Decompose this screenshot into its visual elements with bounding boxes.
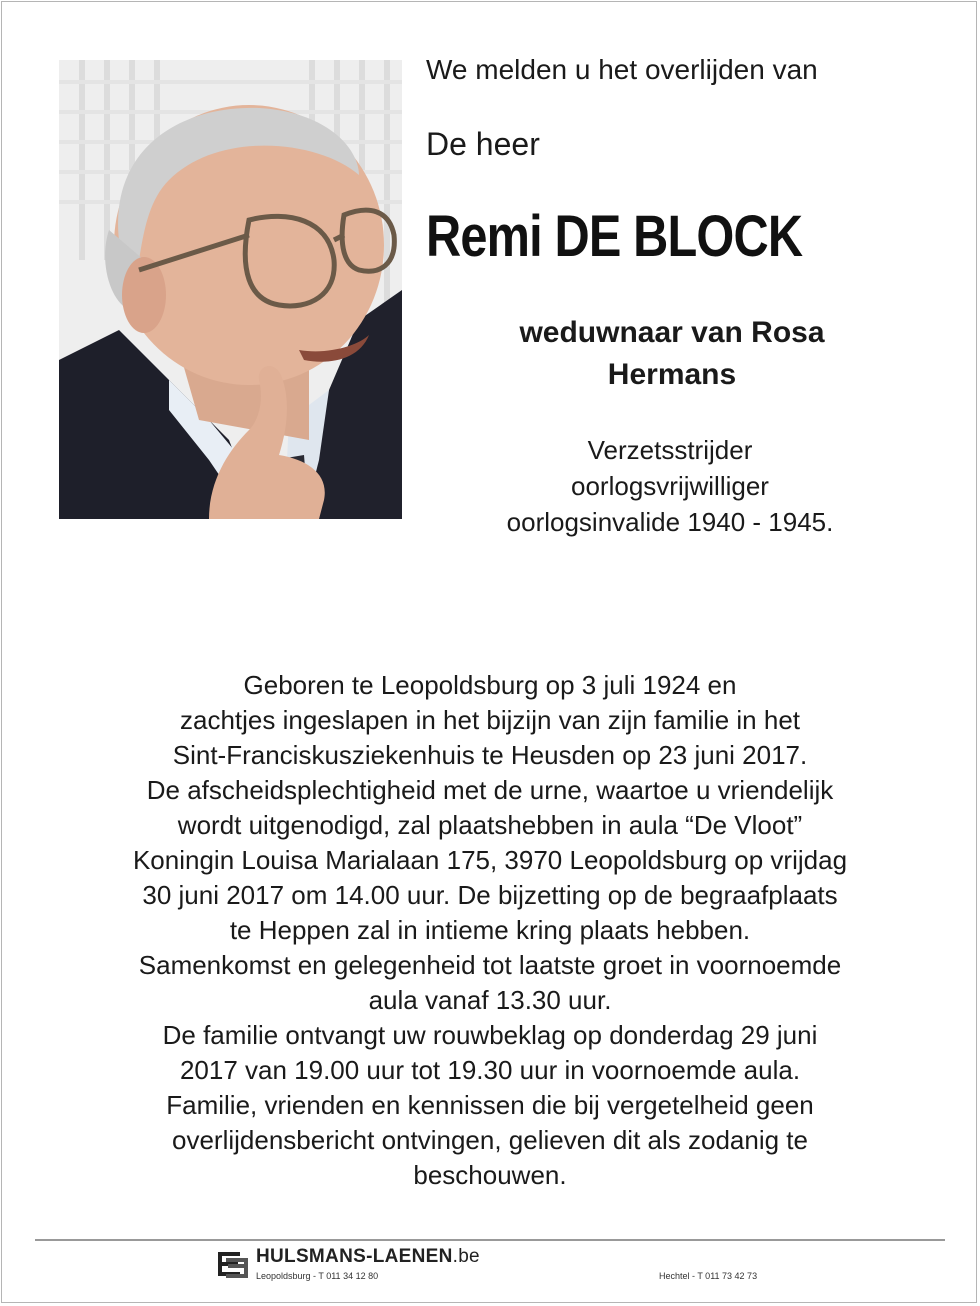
salutation: De heer bbox=[426, 126, 540, 162]
footer-divider bbox=[35, 1239, 945, 1241]
title-line: oorlogsinvalide 1940 - 1945. bbox=[506, 507, 834, 537]
body-line: Koningin Louisa Marialaan 175, 3970 Leopoldsburg op vrijdag bbox=[132, 845, 848, 875]
spouse-line: Hermans bbox=[607, 358, 737, 391]
body-line: zachtjes ingeslapen in het bijzijn van zijn familie in het bbox=[179, 705, 800, 735]
office-hechtel: Hechtel - T 011 73 42 73 bbox=[659, 1271, 758, 1281]
body-line: Samenkomst en gelegenheid tot laatste groet in voornoemde bbox=[138, 950, 842, 980]
body-line: overlijdensbericht ontvingen, gelieven dit als zodanig te bbox=[172, 1125, 808, 1155]
body-line: Familie, vrienden en kennissen die bij vergetelheid geen bbox=[166, 1090, 814, 1120]
deceased-name: Remi DE BLOCK bbox=[426, 204, 803, 269]
body-line: De familie ontvangt uw rouwbeklag op donderdag 29 juni bbox=[162, 1020, 818, 1050]
brand-tld: .be bbox=[452, 1246, 480, 1267]
spouse-line: weduwnaar van Rosa bbox=[519, 316, 825, 349]
obituary-body bbox=[40, 668, 940, 1193]
body-line: te Heppen zal in intieme kring plaats hebben. bbox=[229, 915, 751, 945]
body-line: aula vanaf 13.30 uur. bbox=[368, 985, 612, 1015]
body-line: wordt uitgenodigd, zal plaatshebben in aula “De Vloot” bbox=[177, 810, 803, 840]
honorary-titles bbox=[440, 432, 900, 540]
body-line: De afscheidsplechtigheid met de urne, waartoe u vriendelijk bbox=[146, 775, 834, 805]
body-line: Sint-Franciskusziekenhuis te Heusden op 23 juni 2017. bbox=[172, 740, 808, 770]
brand-name: HULSMANS-LAENEN bbox=[256, 1246, 453, 1267]
body-line: 30 juni 2017 om 14.00 uur. De bijzetting op de begraafplaats bbox=[142, 880, 838, 910]
funeral-home-brand bbox=[256, 1246, 480, 1268]
body-line: beschouwen. bbox=[413, 1160, 567, 1190]
body-line: Geboren te Leopoldsburg op 3 juli 1924 en bbox=[243, 670, 737, 700]
body-line: 2017 van 19.00 uur tot 19.30 uur in voornoemde aula. bbox=[179, 1055, 801, 1085]
funeral-home-logo-icon bbox=[214, 1248, 250, 1280]
office-leopoldsburg: Leopoldsburg - T 011 34 12 80 bbox=[256, 1271, 379, 1281]
title-line: oorlogsvrijwilliger bbox=[571, 471, 769, 501]
portrait-photo bbox=[59, 60, 402, 519]
title-line: Verzetsstrijder bbox=[587, 435, 753, 465]
intro-text: We melden u het overlijden van bbox=[426, 54, 818, 85]
spouse-info bbox=[452, 312, 892, 396]
